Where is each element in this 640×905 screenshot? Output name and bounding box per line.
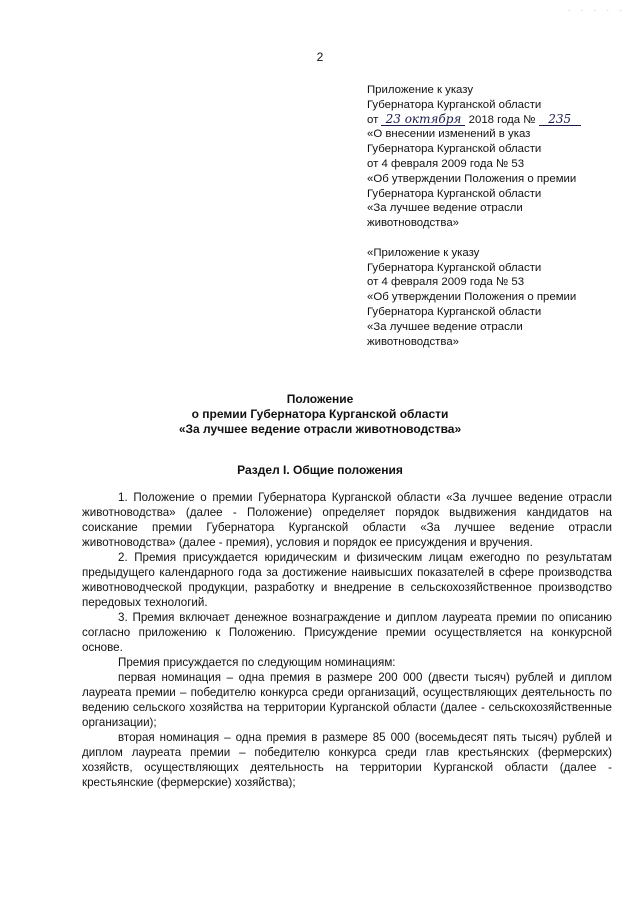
appendix-line: «Приложение к указу (367, 246, 480, 259)
appendix-line: от 4 февраля 2009 года № 53 (367, 276, 525, 289)
paragraph: вторая номинация – одна премия в размере 85 000 (восемьдесят пять тысяч) рублей и диплом лауреата премии – победителю конкурса среди глав крестьянских (фермерских) хозяйств, осуществляющих деятельность на территории Курганской области (далее - крестьянские (фермерские) хозяйства); (82, 731, 612, 789)
scan-artifact-marks: · · · · · (567, 6, 626, 15)
paragraph: Премия присуждается по следующим номинациям: (118, 656, 396, 669)
appendix-date-line (367, 113, 617, 128)
appendix-spacer (367, 231, 617, 246)
appendix-line: Приложение к указу (367, 84, 474, 96)
title-line: «За лучшее ведение отрасли животноводства» (178, 422, 462, 436)
appendix-line: «Об утверждении Положения о премии (367, 172, 577, 185)
appendix-line: от 4 февраля 2009 года № 53 (367, 157, 525, 170)
appendix-line: «Об утверждении Положения о премии (367, 291, 577, 304)
appendix-line: Губернатора Курганской области (367, 261, 542, 274)
appendix-line: животноводства» (367, 335, 459, 348)
title-line: о премии Губернатора Курганской области (191, 407, 449, 421)
section-heading: Раздел I. Общие положения (237, 463, 403, 477)
appendix-line: «О внесении изменений в указ (367, 128, 531, 141)
appendix-line: «За лучшее ведение отрасли (367, 320, 523, 333)
appendix-line: Губернатора Курганской области (367, 98, 542, 111)
paragraph: первая номинация – одна премия в размере 200 000 (двести тысяч) рублей и диплом лауреата премии – победителю конкурса среди организаций, осуществляющих деятельность по ведению сельского хозяйства на территории Курганской области (далее - сельскохозяйственные организации); (82, 671, 612, 729)
paragraph: 1. Положение о премии Губернатора Курганской области «За лучшее ведение отрасли животноводства» (далее - Положение) определяет порядок выдвижения кандидатов на соискание премии Губернатора Курганской области «За лучшее ведение отрасли животноводства» (далее - премия), условия и порядок ее присуждения и вручения. (82, 491, 612, 549)
page-number: 2 (316, 50, 324, 64)
handwritten-number: 235 (539, 113, 581, 126)
document-title (0, 392, 640, 437)
appendix-line: животноводства» (367, 217, 459, 230)
appendix-date-mid: 2018 года № (468, 113, 536, 126)
appendix-date-prefix: от (367, 113, 379, 126)
appendix-line: Губернатора Курганской области (367, 187, 542, 200)
appendix-header (367, 83, 617, 349)
appendix-line: «За лучшее ведение отрасли (367, 202, 523, 215)
title-line: Положение (286, 392, 354, 406)
appendix-line: Губернатора Курганской области (367, 143, 542, 156)
handwritten-date: 23 октября (381, 113, 465, 126)
body-text (82, 490, 612, 790)
paragraph: 2. Премия присуждается юридическим и физическим лицам ежегодно по результатам предыдущего календарного года за достижение наивысших показателей в сфере производства животноводческой продукции, разработку и внедрение в сельскохозяйственное производство передовых технологий. (82, 551, 612, 609)
appendix-line: Губернатора Курганской области (367, 305, 542, 318)
paragraph: 3. Премия включает денежное вознаграждение и диплом лауреата премии по описанию согласно приложению к Положению. Присуждение премии осуществляется на конкурсной основе. (82, 611, 612, 654)
